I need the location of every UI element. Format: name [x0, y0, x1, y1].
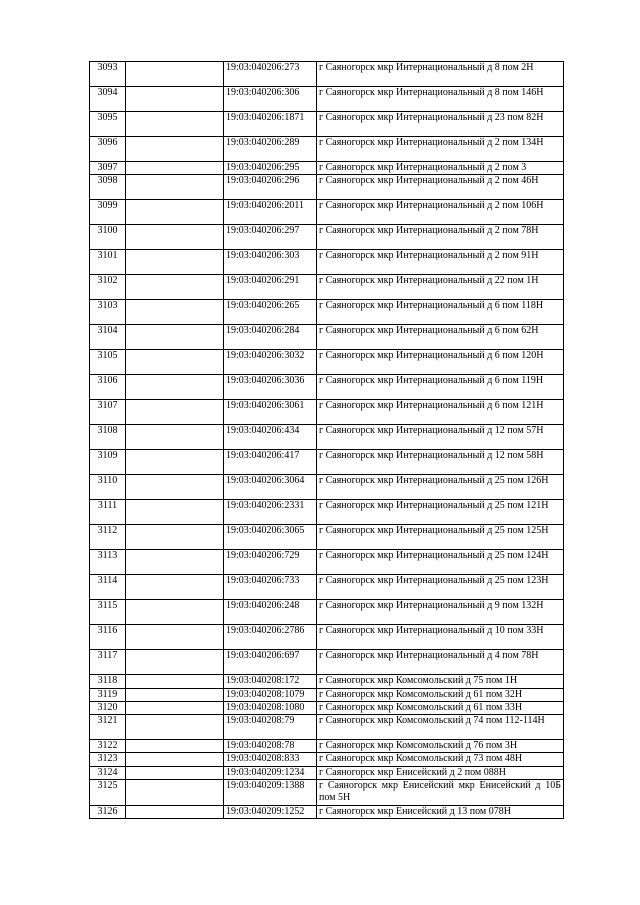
cadastral-number: 19:03:040206:295 [224, 162, 317, 175]
blank-cell [126, 715, 224, 740]
cadastral-number: 19:03:040206:3064 [224, 475, 317, 500]
table-row [90, 375, 564, 400]
table-row [90, 688, 564, 701]
address-cell: г Саяногорск мкр Интернациональный д 25 пом 125Н [317, 525, 564, 550]
address-cell: г Саяногорск мкр Интернациональный д 8 пом 146Н [317, 87, 564, 112]
row-number: 3108 [90, 425, 126, 450]
table-row [90, 500, 564, 525]
table-row [90, 62, 564, 87]
row-number: 3122 [90, 740, 126, 753]
cadastral-number: 19:03:040206:248 [224, 600, 317, 625]
blank-cell [126, 550, 224, 575]
cadastral-number: 19:03:040206:3061 [224, 400, 317, 425]
address-cell: г Саяногорск мкр Интернациональный д 6 пом 120Н [317, 350, 564, 375]
row-number: 3117 [90, 650, 126, 675]
cadastral-number: 19:03:040209:1234 [224, 766, 317, 779]
address-cell: г Саяногорск мкр Енисейский д 2 пом 088Н [317, 766, 564, 779]
address-cell: г Саяногорск мкр Енисейский мкр Енисейский д 10Б пом 5Н [317, 780, 564, 806]
blank-cell [126, 300, 224, 325]
cadastral-number: 19:03:040206:1871 [224, 112, 317, 137]
table-row [90, 250, 564, 275]
address-cell: г Саяногорск мкр Интернациональный д 23 пом 82Н [317, 112, 564, 137]
table-row [90, 701, 564, 714]
row-number: 3118 [90, 675, 126, 688]
row-number: 3110 [90, 475, 126, 500]
address-cell: г Саяногорск мкр Интернациональный д 2 пом 106Н [317, 200, 564, 225]
table-row [90, 650, 564, 675]
table-row [90, 715, 564, 740]
blank-cell [126, 675, 224, 688]
row-number: 3100 [90, 225, 126, 250]
blank-cell [126, 275, 224, 300]
cadastral-number: 19:03:040206:306 [224, 87, 317, 112]
table-row [90, 200, 564, 225]
blank-cell [126, 753, 224, 766]
table-row [90, 325, 564, 350]
row-number: 3123 [90, 753, 126, 766]
address-cell: г Саяногорск мкр Интернациональный д 2 пом 46Н [317, 175, 564, 200]
address-cell: г Саяногорск мкр Комсомольский д 73 пом 48Н [317, 753, 564, 766]
blank-cell [126, 701, 224, 714]
cadastral-number: 19:03:040206:273 [224, 62, 317, 87]
row-number: 3097 [90, 162, 126, 175]
blank-cell [126, 62, 224, 87]
row-number: 3125 [90, 780, 126, 806]
table-row [90, 350, 564, 375]
table-row [90, 225, 564, 250]
table-row [90, 575, 564, 600]
row-number: 3099 [90, 200, 126, 225]
blank-cell [126, 425, 224, 450]
cadastral-number: 19:03:040208:833 [224, 753, 317, 766]
cadastral-number: 19:03:040206:291 [224, 275, 317, 300]
cadastral-number: 19:03:040208:172 [224, 675, 317, 688]
row-number: 3093 [90, 62, 126, 87]
row-number: 3098 [90, 175, 126, 200]
row-number: 3102 [90, 275, 126, 300]
blank-cell [126, 805, 224, 818]
table-row [90, 425, 564, 450]
address-cell: г Саяногорск мкр Интернациональный д 2 пом 134Н [317, 137, 564, 162]
address-cell: г Саяногорск мкр Енисейский д 13 пом 078Н [317, 805, 564, 818]
address-cell: г Саяногорск мкр Интернациональный д 22 пом 1Н [317, 275, 564, 300]
cadastral-number: 19:03:040206:434 [224, 425, 317, 450]
address-cell: г Саяногорск мкр Интернациональный д 8 пом 2Н [317, 62, 564, 87]
row-number: 3124 [90, 766, 126, 779]
address-cell: г Саяногорск мкр Интернациональный д 12 пом 57Н [317, 425, 564, 450]
address-cell: г Саяногорск мкр Интернациональный д 25 пом 126Н [317, 475, 564, 500]
blank-cell [126, 375, 224, 400]
blank-cell [126, 475, 224, 500]
cadastral-number: 19:03:040206:3032 [224, 350, 317, 375]
table-row [90, 275, 564, 300]
table-row [90, 475, 564, 500]
table-row [90, 87, 564, 112]
cadastral-number: 19:03:040206:297 [224, 225, 317, 250]
blank-cell [126, 766, 224, 779]
row-number: 3121 [90, 715, 126, 740]
row-number: 3111 [90, 500, 126, 525]
table-row [90, 300, 564, 325]
row-number: 3106 [90, 375, 126, 400]
address-cell: г Саяногорск мкр Интернациональный д 6 пом 118Н [317, 300, 564, 325]
blank-cell [126, 400, 224, 425]
row-number: 3112 [90, 525, 126, 550]
address-cell: г Саяногорск мкр Комсомольский д 61 пом 33Н [317, 701, 564, 714]
table-row [90, 780, 564, 806]
address-cell: г Саяногорск мкр Интернациональный д 25 пом 123Н [317, 575, 564, 600]
address-cell: г Саяногорск мкр Комсомольский д 61 пом 32Н [317, 688, 564, 701]
table-row [90, 625, 564, 650]
address-cell: г Саяногорск мкр Комсомольский д 74 пом 112-114Н [317, 715, 564, 740]
address-cell: г Саяногорск мкр Интернациональный д 10 пом 33Н [317, 625, 564, 650]
blank-cell [126, 225, 224, 250]
row-number: 3095 [90, 112, 126, 137]
blank-cell [126, 200, 224, 225]
row-number: 3105 [90, 350, 126, 375]
blank-cell [126, 625, 224, 650]
table-row [90, 112, 564, 137]
cadastral-number: 19:03:040206:284 [224, 325, 317, 350]
address-cell: г Саяногорск мкр Интернациональный д 2 пом 78Н [317, 225, 564, 250]
table-row [90, 600, 564, 625]
blank-cell [126, 740, 224, 753]
address-cell: г Саяногорск мкр Интернациональный д 6 пом 62Н [317, 325, 564, 350]
table-row [90, 740, 564, 753]
row-number: 3094 [90, 87, 126, 112]
address-cell: г Саяногорск мкр Интернациональный д 6 пом 121Н [317, 400, 564, 425]
cadastral-number: 19:03:040206:296 [224, 175, 317, 200]
register-table [89, 61, 564, 819]
address-cell: г Саяногорск мкр Интернациональный д 4 пом 78Н [317, 650, 564, 675]
blank-cell [126, 350, 224, 375]
blank-cell [126, 688, 224, 701]
blank-cell [126, 525, 224, 550]
cadastral-number: 19:03:040208:79 [224, 715, 317, 740]
row-number: 3114 [90, 575, 126, 600]
table-row [90, 162, 564, 175]
blank-cell [126, 162, 224, 175]
blank-cell [126, 87, 224, 112]
cadastral-number: 19:03:040209:1388 [224, 780, 317, 806]
row-number: 3101 [90, 250, 126, 275]
table-row [90, 805, 564, 818]
cadastral-number: 19:03:040206:265 [224, 300, 317, 325]
table-row [90, 137, 564, 162]
blank-cell [126, 175, 224, 200]
blank-cell [126, 600, 224, 625]
cadastral-number: 19:03:040206:417 [224, 450, 317, 475]
cadastral-number: 19:03:040206:729 [224, 550, 317, 575]
cadastral-number: 19:03:040208:1079 [224, 688, 317, 701]
row-number: 3107 [90, 400, 126, 425]
cadastral-number: 19:03:040208:78 [224, 740, 317, 753]
blank-cell [126, 450, 224, 475]
cadastral-number: 19:03:040206:2786 [224, 625, 317, 650]
cadastral-number: 19:03:040206:289 [224, 137, 317, 162]
blank-cell [126, 575, 224, 600]
address-cell: г Саяногорск мкр Интернациональный д 2 пом 91Н [317, 250, 564, 275]
address-cell: г Саяногорск мкр Интернациональный д 25 пом 121Н [317, 500, 564, 525]
cadastral-number: 19:03:040206:3065 [224, 525, 317, 550]
cadastral-number: 19:03:040209:1252 [224, 805, 317, 818]
address-cell: г Саяногорск мкр Интернациональный д 6 пом 119Н [317, 375, 564, 400]
cadastral-number: 19:03:040206:2331 [224, 500, 317, 525]
register-table-body [90, 62, 564, 819]
row-number: 3104 [90, 325, 126, 350]
cadastral-number: 19:03:040206:697 [224, 650, 317, 675]
cadastral-number: 19:03:040208:1080 [224, 701, 317, 714]
blank-cell [126, 780, 224, 806]
cadastral-number: 19:03:040206:3036 [224, 375, 317, 400]
row-number: 3096 [90, 137, 126, 162]
address-cell: г Саяногорск мкр Интернациональный д 25 пом 124Н [317, 550, 564, 575]
table-row [90, 766, 564, 779]
table-row [90, 450, 564, 475]
blank-cell [126, 650, 224, 675]
address-cell: г Саяногорск мкр Интернациональный д 12 пом 58Н [317, 450, 564, 475]
row-number: 3116 [90, 625, 126, 650]
row-number: 3103 [90, 300, 126, 325]
blank-cell [126, 250, 224, 275]
row-number: 3109 [90, 450, 126, 475]
row-number: 3115 [90, 600, 126, 625]
row-number: 3120 [90, 701, 126, 714]
blank-cell [126, 325, 224, 350]
table-row [90, 550, 564, 575]
row-number: 3113 [90, 550, 126, 575]
cadastral-number: 19:03:040206:733 [224, 575, 317, 600]
row-number: 3119 [90, 688, 126, 701]
table-row [90, 175, 564, 200]
cadastral-number: 19:03:040206:303 [224, 250, 317, 275]
address-cell: г Саяногорск мкр Комсомольский д 75 пом 1Н [317, 675, 564, 688]
blank-cell [126, 137, 224, 162]
address-cell: г Саяногорск мкр Комсомольский д 76 пом 3Н [317, 740, 564, 753]
row-number: 3126 [90, 805, 126, 818]
table-row [90, 525, 564, 550]
blank-cell [126, 500, 224, 525]
address-cell: г Саяногорск мкр Интернациональный д 2 пом 3 [317, 162, 564, 175]
table-row [90, 753, 564, 766]
cadastral-number: 19:03:040206:2011 [224, 200, 317, 225]
table-row [90, 400, 564, 425]
blank-cell [126, 112, 224, 137]
address-cell: г Саяногорск мкр Интернациональный д 9 пом 132Н [317, 600, 564, 625]
table-row [90, 675, 564, 688]
